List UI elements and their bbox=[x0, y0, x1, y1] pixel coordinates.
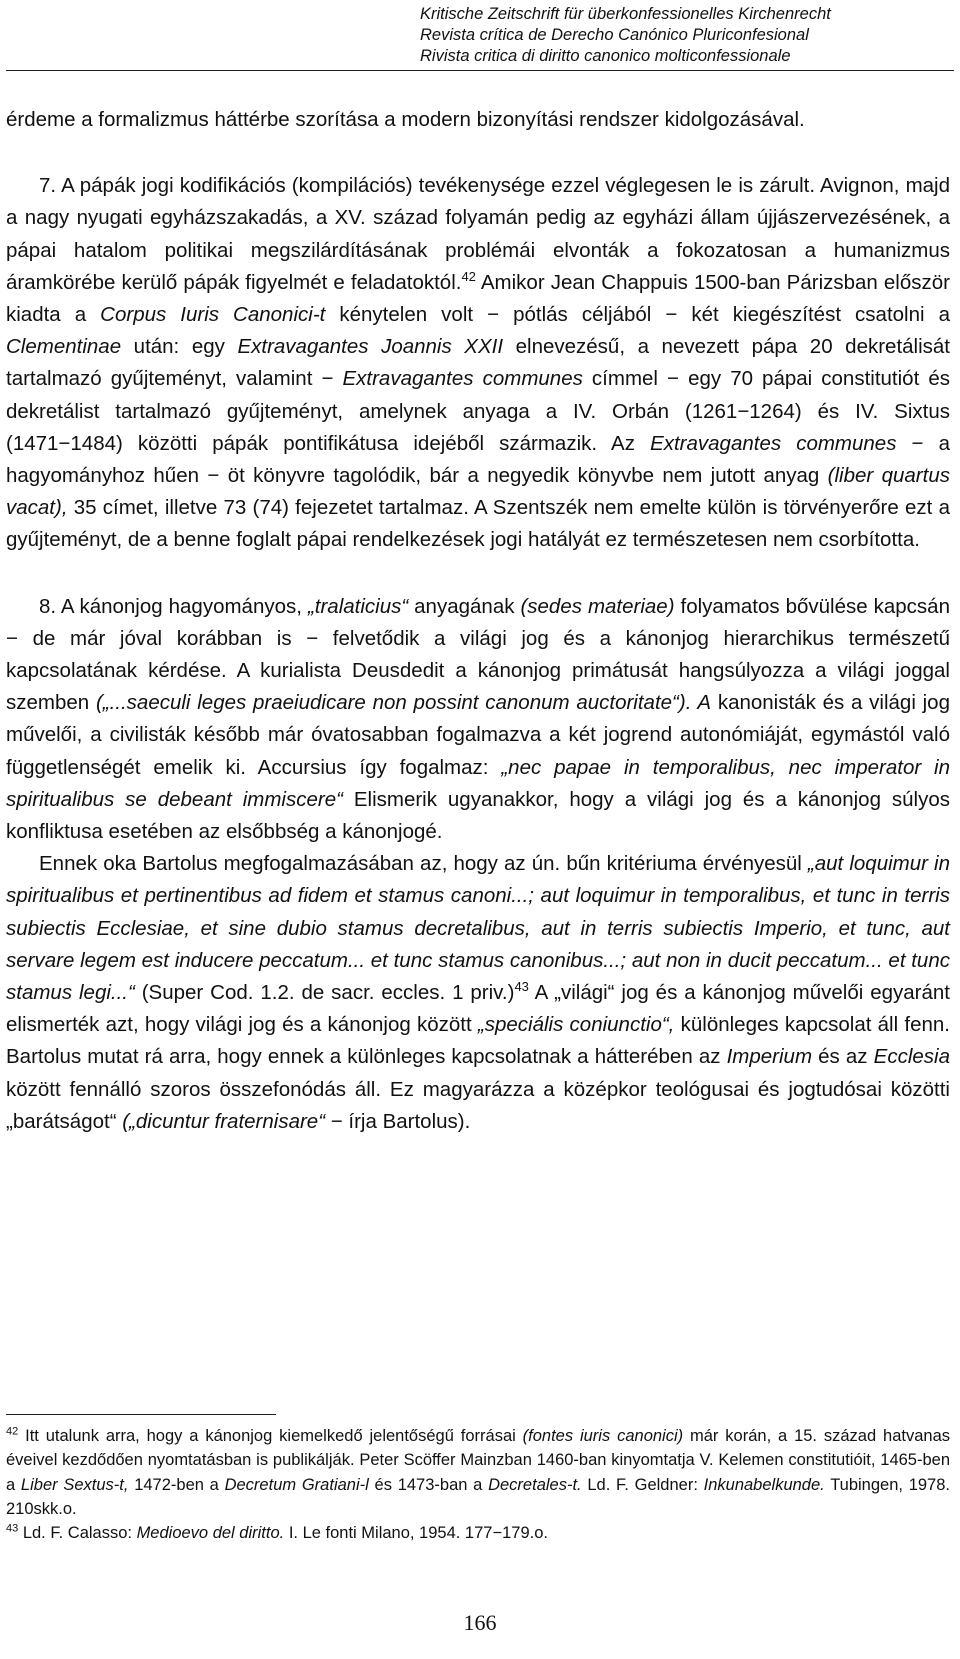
paragraph-bartolus: Ennek oka Bartolus megfogalmazásában az, hogy az ún. bűn kritériuma érvényesül „aut loquimur in spiritualibus et pertinentibus ad fidem et stamus canoni...; aut loquimur in temporalibus, et tunc in terris subiectis Ecclesiae, et sine dubio stamus decretalibus, aut in terris subiectis Imperio, et tunc, aut servare legem est inducere peccatum... et tunc stamus canonibus...; aut non in ducit peccatum... et tunc stamus legi...“ (Super Cod. 1.2. de sacr. eccles. 1 priv.)$^{43}$ A „világi“ jog és a kánonjog művelői egyaránt elismerték azt, hogy világi jog és a kánonjog között „speciális coniunctio“, különleges kapcsolat áll fenn. Bartolus mutat rá arra, hogy ennek a különleges kapcsolatnak a hátterében az Imperium és az Ecclesia között fennálló szoros összefonódás áll. Ez magyarázza a középkor teológusai és jogtudósai közötti „barátságot“ („dicuntur fraternisare“ − írja Bartolus). bbox=[6, 852, 950, 1133]
footnote-ref-42[interactable]: 42 bbox=[461, 268, 476, 284]
footnote-42: $^{42}$ Itt utalunk arra, hogy a kánonjog kiemelkedő jelentőségű forrásai (fontes iuris canonici) már korán, a 15. század hatvanas éveivel kezdődően nyomtatásban is publikálják. Peter Scöffer Mainzban 1460-ban kinyomtatja V. Kelemen constitutióit, 1465-ben a Liber Sextus-t, 1472-ben a Decretum Gratiani-l és 1473-ban a Decretales-t. Ld. F. Geldner: Inkunabelkunde. Tubingen, 1978. 210skk.o. bbox=[6, 1425, 950, 1518]
footnote-43: $^{43}$ Ld. F. Calasso: Medioevo del diritto. I. Le fonti Milano, 1954. 177−179.o. bbox=[6, 1522, 548, 1543]
header-rule bbox=[6, 70, 954, 71]
footnote-number: 42 bbox=[6, 1425, 19, 1438]
journal-title-spanish: Revista crítica de Derecho Canónico Pluriconfesional bbox=[420, 26, 809, 44]
footnotes bbox=[6, 1424, 950, 1545]
journal-title-german: Kritische Zeitschrift für überkonfessionelles Kirchenrecht bbox=[420, 5, 831, 23]
paragraph-continuation: érdeme a formalizmus háttérbe szorítása a modern bizonyítási rendszer kidolgozásával. bbox=[6, 108, 805, 131]
footnote-ref-43[interactable]: 43 bbox=[514, 979, 529, 995]
body-text bbox=[6, 104, 950, 1138]
journal-header bbox=[420, 4, 940, 67]
journal-title-italian: Rivista critica di diritto canonico molticonfessionale bbox=[420, 47, 791, 65]
page-number: 166 bbox=[463, 1610, 497, 1635]
paragraph-8: 8. A kánonjog hagyományos, „tralaticius“ anyagának (sedes materiae) folyamatos bővülése kapcsán − de már jóval korábban is − felvetődik a világi jog és a kánonjog hierarchikus természetű kapcsolatának kérdése. A kurialista Deusdedit a kánonjog primátusát hangsúlyozza a világi joggal szemben („...saeculi leges praeiudicare non possint canonum auctoritate“). A kanonisták és a világi jog művelői, a civilisták később már óvatosabban fogalmazva a két jogrend autonómiáját, egymástól való függetlenségét emelik ki. Accursius így fogalmaz: „nec papae in temporalibus, nec imperator in spiritualibus se debeant immiscere“ Elismerik ugyanakkor, hogy a világi jog és a kánonjog súlyos konfliktusa esetében az elsőbbség a kánonjogé. bbox=[6, 594, 950, 844]
footnote-separator bbox=[6, 1414, 276, 1415]
footnote-number: 43 bbox=[6, 1522, 19, 1535]
paragraph-7: 7. A pápák jogi kodifikációs (kompilációs) tevékenysége ezzel véglegesen le is zárult. Avignon, majd a nagy nyugati egyházszakadás, a XV. század folyamán pedig az egyházi állam újjászervezésének, a pápai hatalom politikai megszilárdításának problémái elvonták a fokozatosan a humanizmus áramkörébe kerülő pápák figyelmét e feladatoktól.$^{42}$ Amikor Jean Chappuis 1500-ban Párizsban először kiadta a Corpus Iuris Canonici-t kénytelen volt − pótlás céljából − két kiegészítést csatolni a Clementinae után: egy Extravagantes Joannis XXII elnevezésű, a nevezett pápa 20 dekretálisát tartalmazó gyűjteményt, valamint − Extravagantes communes címmel − egy 70 pápai constitutiót és dekretálist tartalmazó gyűjteményt, amelynek anyaga a IV. Orbán (1261−1264) és IV. Sixtus (1471−1484) közötti pápák pontifikátusa idejéből származik. Az Extravagantes communes − a hagyományhoz hűen − öt könyvre tagolódik, bár a negyedik könyvbe nem jutott anyag (liber quartus vacat), 35 címet, illetve 73 (74) fejezetet tartalmaz. A Szentszék nem emelte külön is törvényerőre ezt a gyűjteményt, de a benne foglalt pápai rendelkezések jogi hatályát ez természetesen nem csorbította. bbox=[6, 174, 951, 552]
